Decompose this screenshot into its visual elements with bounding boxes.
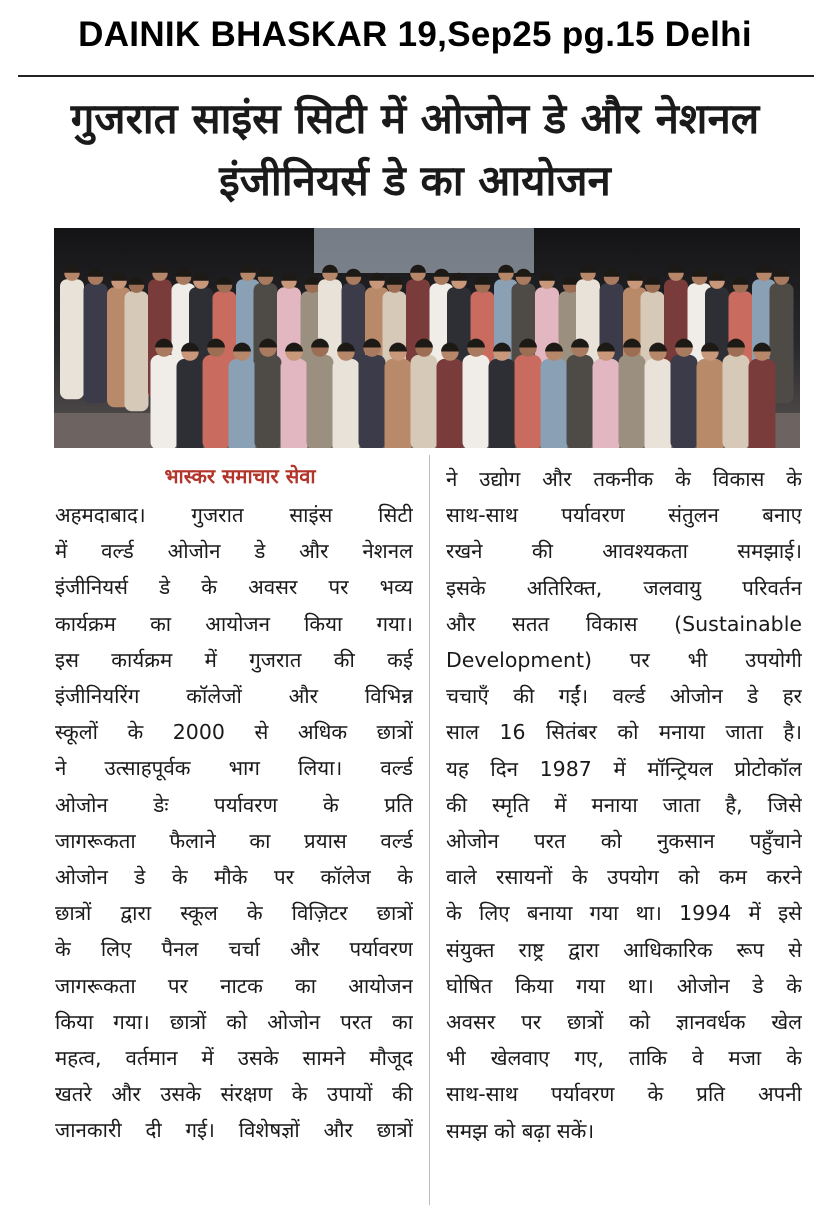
- article-line: महत्व, वर्तमान में उसके सामने मौजूद: [55, 1046, 413, 1071]
- header-divider: [18, 75, 814, 77]
- article-line: ओजोन डे के मौके पर कॉलेज के: [55, 865, 413, 890]
- article-line: भी खेलवाए गए, ताकि वे मजा के: [446, 1046, 802, 1071]
- article-line: छात्रों द्वारा स्कूल के विज़िटर छात्रों: [55, 901, 413, 926]
- article-line: स्कूलों के 2000 से अधिक छात्रों: [55, 720, 413, 745]
- article-line: इसके अतिरिक्त, जलवायु परिवर्तन: [446, 575, 802, 600]
- article-line: जानकारी दी गई। विशेषज्ञों और छात्रों: [55, 1118, 413, 1143]
- article-line: और सतत विकास (Sustainable: [446, 611, 802, 636]
- article-line: ने उत्साहपूर्वक भाग लिया। वर्ल्ड: [55, 756, 413, 781]
- article-line: इस कार्यक्रम में गुजरात की कई: [55, 647, 413, 672]
- article-line: इंजीनियरिंग कॉलेजों और विभिन्न: [55, 684, 413, 709]
- article-line: साथ-साथ पर्यावरण संतुलन बनाए: [446, 503, 802, 528]
- article-headline: [40, 88, 790, 212]
- source-header: DAINIK BHASKAR 19,Sep25 pg.15 Delhi: [78, 15, 752, 54]
- group-photo-illustration: [54, 228, 800, 448]
- article-line: संयुक्त राष्ट्र द्वारा आधिकारिक रूप से: [446, 937, 802, 962]
- article-line: ने उद्योग और तकनीक के विकास के: [446, 467, 802, 491]
- article-line: की स्मृति में मनाया जाता है, जिसे: [446, 792, 802, 817]
- article-line: में वर्ल्ड ओजोन डे और नेशनल: [55, 539, 413, 564]
- article-line: अवसर पर छात्रों को ज्ञानवर्धक खेल: [446, 1010, 802, 1035]
- group-photo: [54, 228, 800, 448]
- article-line: किया गया। छात्रों को ओजोन परत का: [55, 1009, 413, 1034]
- article-line: Development) पर भी उपयोगी: [446, 648, 802, 673]
- headline-line-1: गुजरात साइंस सिटी में ओजोन डे और नेशनल: [70, 94, 760, 143]
- article-line: जागरूकता फैलाने का प्रयास वर्ल्ड: [55, 828, 413, 853]
- article-line: घोषित किया गया था। ओजोन डे के: [446, 973, 802, 998]
- article-line: कार्यक्रम का आयोजन किया गया।: [55, 611, 413, 636]
- article-line: वाले रसायनों के उपयोग को कम करने: [446, 865, 802, 890]
- column-divider: [429, 455, 430, 1205]
- article-line: यह दिन 1987 में मॉन्ट्रियल प्रोटोकॉल: [446, 756, 802, 781]
- article-line: ओजोन परत को नुकसान पहुँचाने: [446, 829, 802, 854]
- article-line: रखने की आवश्यकता समझाई।: [446, 539, 802, 564]
- article-line: खतरे और उसके संरक्षण के उपायों की: [55, 1082, 413, 1107]
- article-column-right: [446, 461, 802, 1149]
- article-line: के लिए पैनल चर्चा और पर्यावरण: [55, 937, 413, 962]
- article-line: के लिए बनाया गया था। 1994 में इसे: [446, 901, 802, 926]
- article-line: अहमदाबाद। गुजरात साइंस सिटी: [55, 503, 413, 527]
- article-line: समझ को बढ़ा सकें।: [446, 1118, 595, 1143]
- article-column-left: [55, 497, 413, 1149]
- article-line: ओजोन डेः पर्यावरण के प्रति: [55, 792, 413, 817]
- article-line: साल 16 सितंबर को मनाया जाता है।: [446, 720, 802, 745]
- article-line: इंजीनियर्स डे के अवसर पर भव्य: [55, 575, 413, 600]
- article-line: जागरूकता पर नाटक का आयोजन: [55, 973, 413, 998]
- article-line: साथ-साथ पर्यावरण के प्रति अपनी: [446, 1082, 802, 1107]
- byline: भास्कर समाचार सेवा: [164, 464, 316, 488]
- headline-line-2: इंजीनियर्स डे का आयोजन: [219, 156, 611, 205]
- article-line: चचाएँ की गईं। वर्ल्ड ओजोन डे हर: [446, 684, 802, 709]
